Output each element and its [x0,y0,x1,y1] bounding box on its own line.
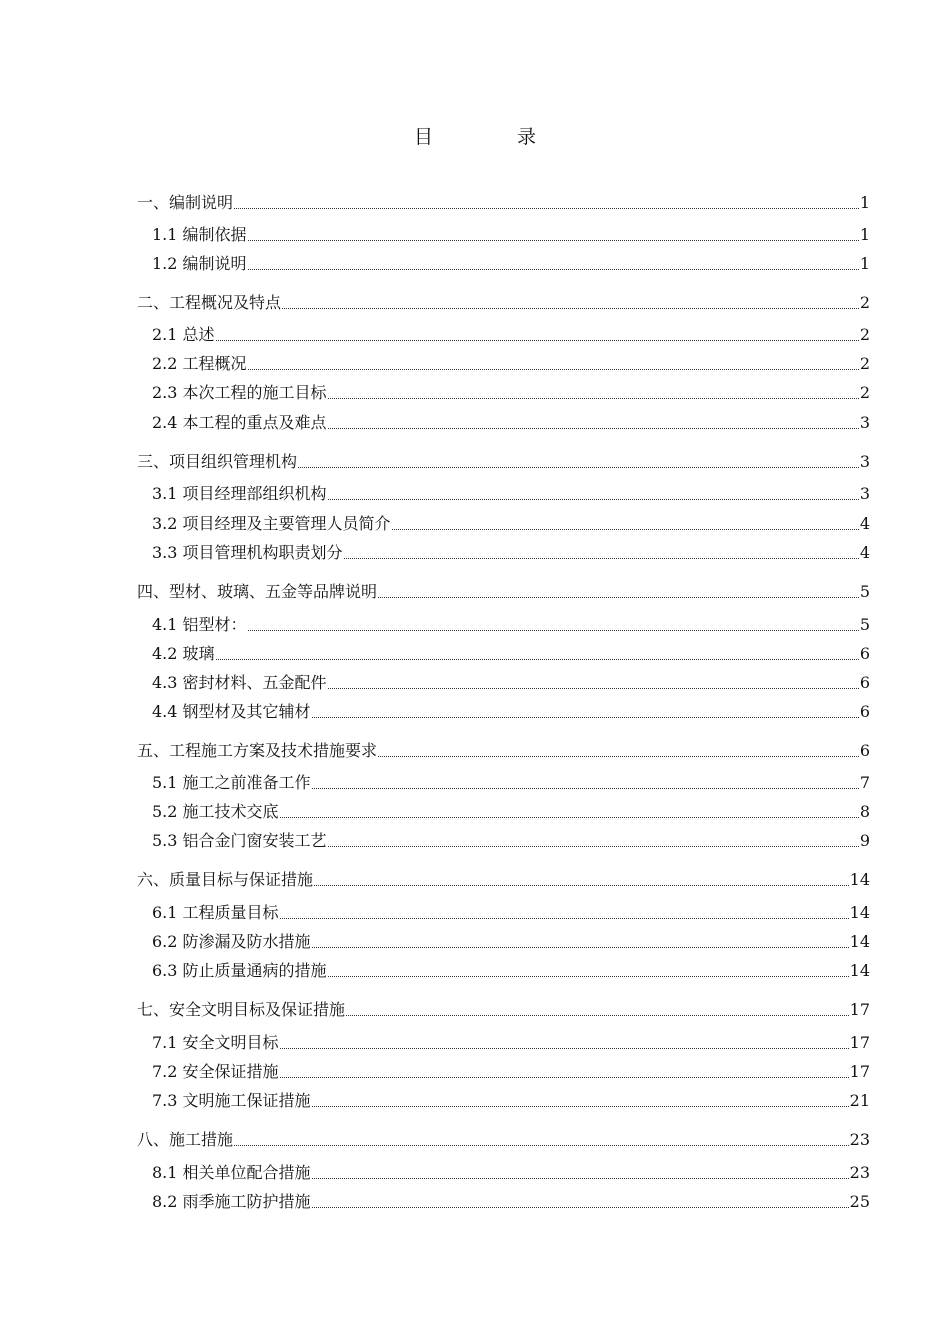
toc-section-entry[interactable] [152,511,870,537]
toc-section-entry[interactable] [152,380,870,406]
toc-page-number: 2 [859,383,870,402]
toc-section-entry[interactable] [152,799,870,825]
toc-dot-leader [328,481,859,500]
toc-page-number: 7 [859,773,870,792]
toc-page-number: 14 [849,903,870,922]
toc-page-number: 2 [859,354,870,373]
toc-entry-label: 7.2 安全保证措施 [152,1062,279,1081]
toc-dot-leader [312,699,859,718]
toc-entry-label: 七、安全文明目标及保证措施 [137,1000,346,1019]
toc-dot-leader [328,670,859,689]
toc-chapter-entry[interactable] [137,1127,870,1153]
toc-entry-label: 2.4 本工程的重点及难点 [152,413,327,432]
toc-page-number: 1 [859,254,870,273]
toc-dot-leader [234,190,859,209]
toc-section-entry[interactable] [152,1189,870,1215]
toc-chapter-entry[interactable] [137,738,870,764]
toc-page-number: 8 [859,802,870,821]
toc-dot-leader [216,641,859,660]
toc-dot-leader [328,958,849,977]
toc-section-entry[interactable] [152,410,870,436]
toc-dot-leader [392,511,859,530]
toc-entry-label: 2.1 总述 [152,325,215,344]
toc-page-number: 5 [859,615,870,634]
toc-entry-label: 6.1 工程质量目标 [152,903,279,922]
toc-entry-label: 4.4 钢型材及其它辅材 [152,702,311,721]
toc-section-entry[interactable] [152,770,870,796]
toc-dot-leader [312,1088,849,1107]
toc-entry-label: 2.3 本次工程的施工目标 [152,383,327,402]
toc-page-number: 9 [859,831,870,850]
toc-entry-label: 4.1 铝型材： [152,615,247,634]
toc-entry-label: 二、工程概况及特点 [137,293,282,312]
toc-section-entry[interactable] [152,540,870,566]
toc-chapter-entry[interactable] [137,290,870,316]
toc-page-number: 6 [859,673,870,692]
toc-page-number: 3 [859,413,870,432]
toc-page-number: 3 [859,452,870,471]
toc-dot-leader [282,290,859,309]
toc-dot-leader [378,579,859,598]
toc-dot-leader [312,929,849,948]
toc-entry-label: 7.3 文明施工保证措施 [152,1091,311,1110]
toc-dot-leader [378,738,859,757]
toc-dot-leader [314,867,849,886]
toc-entry-label: 6.3 防止质量通病的措施 [152,961,327,980]
toc-entry-label: 1.1 编制依据 [152,225,247,244]
toc-page-number: 6 [859,644,870,663]
toc-dot-leader [280,1030,849,1049]
toc-section-entry[interactable] [152,1088,870,1114]
toc-entry-label: 四、型材、玻璃、五金等品牌说明 [137,582,378,601]
toc-page-number: 17 [849,1033,870,1052]
toc-entry-label: 7.1 安全文明目标 [152,1033,279,1052]
toc-page-number: 14 [849,961,870,980]
toc-dot-leader [216,322,859,341]
toc-page-number: 3 [859,484,870,503]
toc-page-number: 17 [849,1062,870,1081]
toc-page-number: 25 [849,1192,870,1211]
toc-dot-leader [312,1160,849,1179]
toc-title-char-2: 录 [517,126,537,148]
toc-entry-label: 八、施工措施 [137,1130,234,1149]
toc-entry-label: 6.2 防渗漏及防水措施 [152,932,311,951]
toc-section-entry[interactable] [152,828,870,854]
toc-chapter-entry[interactable] [137,997,870,1023]
toc-section-entry[interactable] [152,670,870,696]
toc-section-entry[interactable] [152,1160,870,1186]
toc-section-entry[interactable] [152,699,870,725]
toc-entry-label: 2.2 工程概况 [152,354,247,373]
toc-section-entry[interactable] [152,1059,870,1085]
toc-section-entry[interactable] [152,958,870,984]
toc-dot-leader [280,799,859,818]
toc-page-number: 23 [849,1163,870,1182]
toc-entry-label: 5.2 施工技术交底 [152,802,279,821]
toc-entry-label: 8.2 雨季施工防护措施 [152,1192,311,1211]
toc-dot-leader [248,612,859,631]
toc-dot-leader [312,770,859,789]
toc-section-entry[interactable] [152,900,870,926]
toc-page-number: 17 [849,1000,870,1019]
toc-page-number: 6 [859,702,870,721]
toc-title-char-1: 目 [413,126,433,148]
toc-dot-leader [298,449,859,468]
toc-page-number: 1 [859,193,870,212]
toc-entry-label: 一、编制说明 [137,193,234,212]
toc-section-entry[interactable] [152,1030,870,1056]
toc-page-number: 5 [859,582,870,601]
toc-page-number: 2 [859,293,870,312]
toc-dot-leader [248,351,859,370]
toc-section-entry[interactable] [152,481,870,507]
toc-page-number: 4 [859,543,870,562]
toc-dot-leader [280,1059,849,1078]
toc-dot-leader [234,1127,849,1146]
toc-dot-leader [346,997,849,1016]
toc-entry-label: 5.1 施工之前准备工作 [152,773,311,792]
toc-chapter-entry[interactable] [137,449,870,475]
toc-page-number: 23 [849,1130,870,1149]
toc-page-number: 21 [849,1091,870,1110]
toc-entry-label: 3.3 项目管理机构职责划分 [152,543,343,562]
toc-page-number: 14 [849,932,870,951]
toc-section-entry[interactable] [152,641,870,667]
toc-entry-label: 8.1 相关单位配合措施 [152,1163,311,1182]
toc-page-number: 6 [859,741,870,760]
toc-entry-label: 三、项目组织管理机构 [137,452,298,471]
toc-section-entry[interactable] [152,929,870,955]
toc-entry-label: 3.1 项目经理部组织机构 [152,484,327,503]
toc-section-entry[interactable] [152,351,870,377]
toc-entry-label: 1.2 编制说明 [152,254,247,273]
toc-entry-label: 六、质量目标与保证措施 [137,870,314,889]
toc-entry-label: 5.3 铝合金门窗安装工艺 [152,831,327,850]
toc-dot-leader [328,380,859,399]
toc-section-entry[interactable] [152,222,870,248]
toc-dot-leader [344,540,859,559]
toc-entry-label: 4.3 密封材料、五金配件 [152,673,327,692]
toc-dot-leader [248,222,859,241]
toc-dot-leader [328,410,859,429]
toc-page-number: 14 [849,870,870,889]
toc-chapter-entry[interactable] [137,867,870,893]
toc-dot-leader [312,1189,849,1208]
toc-page-number: 1 [859,225,870,244]
toc-dot-leader [248,251,859,270]
toc-section-entry[interactable] [152,251,870,277]
toc-dot-leader [328,828,859,847]
toc-page-number: 2 [859,325,870,344]
toc-chapter-entry[interactable] [137,190,870,216]
toc-section-entry[interactable] [152,322,870,348]
toc-page-number: 4 [859,514,870,533]
toc-entry-label: 五、工程施工方案及技术措施要求 [137,741,378,760]
toc-chapter-entry[interactable] [137,579,870,605]
toc-section-entry[interactable] [152,612,870,638]
toc-entry-label: 4.2 玻璃 [152,644,215,663]
toc-dot-leader [280,900,849,919]
toc-title [0,124,950,150]
toc-entry-label: 3.2 项目经理及主要管理人员简介 [152,514,391,533]
